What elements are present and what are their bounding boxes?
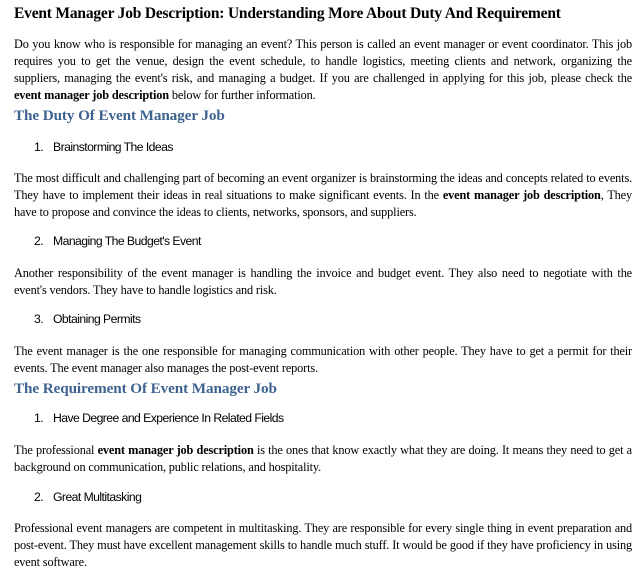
document-title: Event Manager Job Description: Understanding More About Duty And Requirement (14, 5, 561, 22)
duty-item-1-paragraph (14, 170, 632, 221)
duty-item-3-heading (34, 312, 141, 326)
paragraph-text: The professional (14, 443, 98, 457)
section-heading-requirement: The Requirement Of Event Manager Job (14, 380, 277, 397)
intro-paragraph (14, 36, 632, 104)
list-title: Brainstorming The Ideas (53, 140, 173, 154)
requirement-item-2-heading (34, 490, 141, 504)
list-number: 1. (34, 140, 44, 154)
duty-item-3-paragraph: The event manager is the one responsible for managing communication with other people. They have to get a permit for their events. The event manager also manages the post-event reports. (14, 344, 632, 375)
requirement-item-1-heading (34, 411, 284, 425)
paragraph-text-end: , They have to propose and convince the ideas to clients, networks, sponsors, and suppliers. (14, 188, 632, 219)
duty-item-1-heading (34, 140, 173, 154)
paragraph-text-end: is the ones that know exactly what they are doing. It means they need to get a background on communication, public relations, and hospitality. (14, 443, 632, 474)
list-number: 3. (34, 312, 44, 326)
requirement-item-2-paragraph: Professional event managers are competent in multitasking. They are responsible for every single thing in event preparation and post-event. They must have excellent management skills to handle much stuff. It would be good if they have proficiency in using event software. (14, 521, 632, 569)
duty-item-2-heading (34, 234, 201, 248)
list-title: Great Multitasking (53, 490, 142, 504)
list-title: Obtaining Permits (53, 312, 141, 326)
list-number: 1. (34, 411, 44, 425)
paragraph-text: The most difficult and challenging part of becoming an event organizer is brainstorming the ideas and concepts related to events. They have to implement their ideas in real situations to make significant events. In the (14, 171, 632, 202)
duty-item-2-paragraph: Another responsibility of the event manager is handling the invoice and budget event. They also need to negotiate with the event's vendors. They have to handle logistics and risk. (14, 266, 632, 297)
list-number: 2. (34, 234, 44, 248)
intro-text: Do you know who is responsible for managing an event? This person is called an event manager or event coordinator. This job requires you to get the venue, design the event schedule, to handle logistics, meeting clients and network, organizing the suppliers, managing the event's risk, and managing a budget. If you are challenged in applying for this job, please check the (14, 37, 632, 85)
intro-text-end: below for further information. (168, 88, 316, 102)
paragraph-keyword: event manager job description (442, 188, 601, 202)
requirement-item-1-paragraph (14, 442, 632, 476)
list-number: 2. (34, 490, 44, 504)
list-title: Managing The Budget's Event (53, 234, 201, 248)
list-title: Have Degree and Experience In Related Fields (53, 411, 284, 425)
paragraph-keyword: event manager job description (97, 443, 254, 457)
intro-keyword: event manager job description (14, 88, 169, 102)
section-heading-duty: The Duty Of Event Manager Job (14, 107, 225, 124)
